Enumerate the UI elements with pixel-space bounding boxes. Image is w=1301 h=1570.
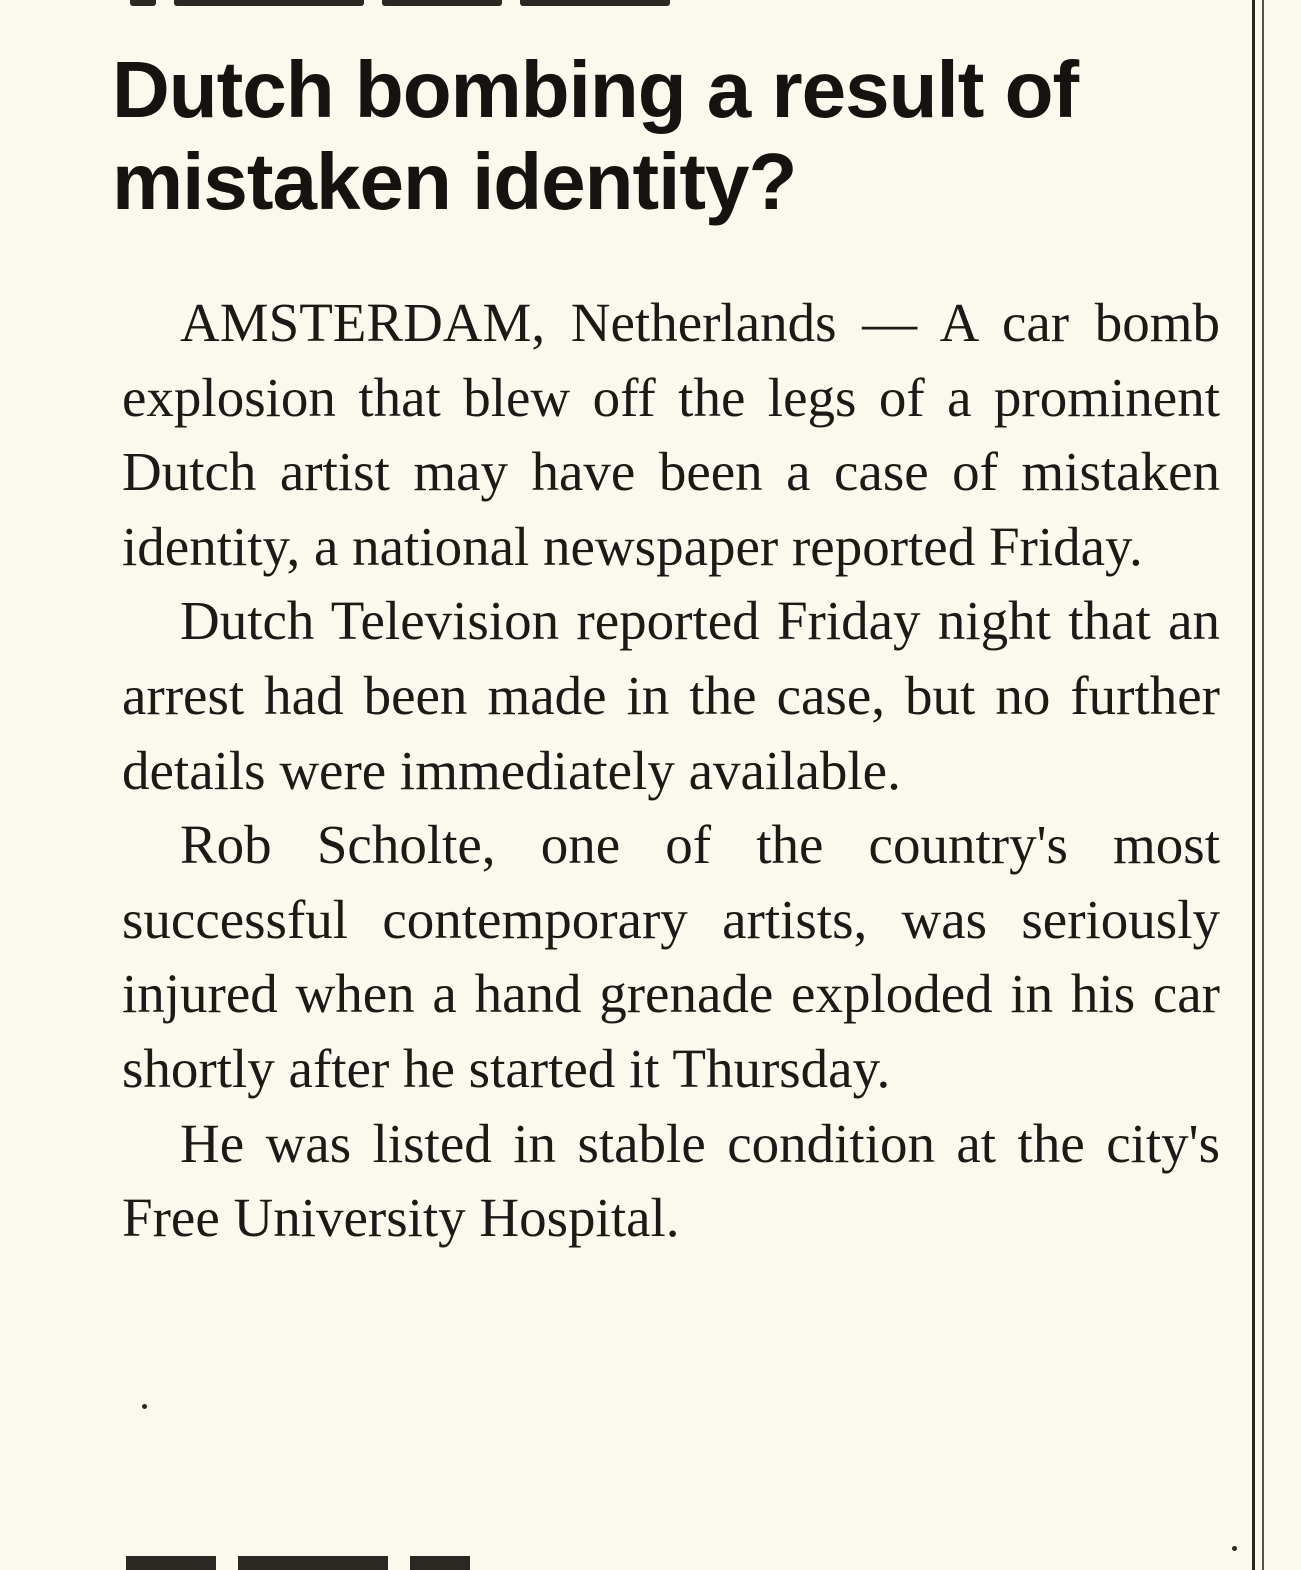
article-body: [122, 286, 1220, 1256]
cropped-next-article-text: [126, 1556, 1226, 1570]
article-paragraph: Rob Scholte, one of the country's most successful contemporary artists, was seriously injured when a hand grenade exploded in his car shortly after he started it Thursday.: [122, 814, 1220, 1099]
article-paragraph: Dutch Television reported Friday night that an arrest had been made in the case, but no further details were immediately available.: [122, 590, 1220, 801]
article-paragraph: AMSTERDAM, Netherlands — A car bomb explosion that blew off the legs of a prominent Dutch artist may have been a case of mistaken identity, a national newspaper reported Friday.: [122, 292, 1220, 577]
article-paragraph: He was listed in stable condition at the city's Free University Hospital.: [122, 1112, 1220, 1249]
cropped-previous-article-text: [130, 0, 830, 6]
print-speck: [142, 1404, 147, 1409]
column-rule: [1252, 0, 1255, 1570]
article-headline: Dutch bombing a result of mistaken identity?: [112, 45, 1079, 226]
column-rule: [1262, 0, 1264, 1570]
print-speck: [1232, 1546, 1237, 1551]
